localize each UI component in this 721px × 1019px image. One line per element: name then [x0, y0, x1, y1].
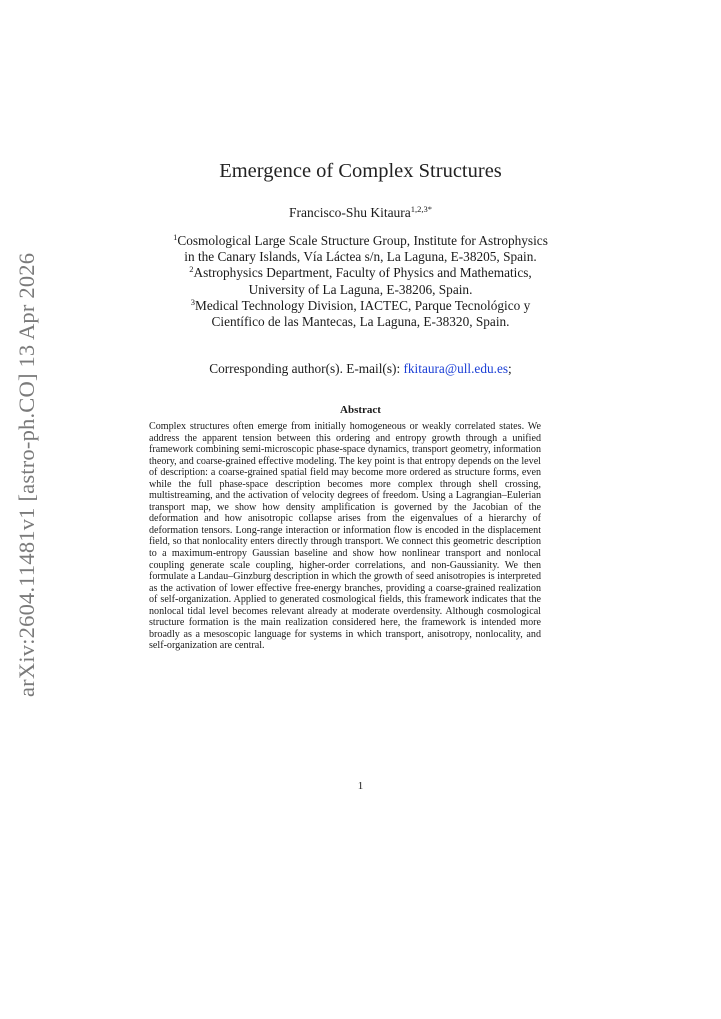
- author-line: [0, 205, 721, 221]
- corresponding-prefix: Corresponding author(s). E-mail(s):: [209, 361, 404, 376]
- affiliation-line: Astrophysics Department, Faculty of Physics and Mathematics,: [193, 265, 532, 281]
- affiliation-mark: 2: [189, 264, 194, 275]
- corresponding-author: [0, 361, 721, 377]
- author-name: Francisco-Shu Kitaura: [288, 205, 411, 220]
- affiliation-1: [0, 233, 721, 265]
- affiliations: [0, 233, 721, 330]
- affiliation-mark: 3: [190, 296, 196, 307]
- email-link[interactable]: fkitaura@ull.edu.es: [403, 361, 509, 376]
- affiliation-line: in the Canary Islands, Vía Láctea s/n, La Laguna, E-38205, Spain.: [184, 249, 537, 265]
- affiliation-3: [0, 298, 721, 330]
- affiliation-mark: 1: [173, 232, 178, 242]
- abstract-heading: Abstract: [340, 404, 381, 416]
- author-affiliation-marks: 1,2,3*: [410, 204, 433, 214]
- corresponding-suffix: ;: [508, 361, 512, 376]
- arxiv-identifier-stamp: arXiv:2604.11481v1 [astro-ph.CO] 13 Apr 2026: [14, 252, 39, 697]
- affiliation-line: Científico de las Mantecas, La Laguna, E-38320, Spain.: [211, 314, 510, 330]
- affiliation-line: University of La Laguna, E-38206, Spain.: [248, 281, 473, 297]
- affiliation-2: [0, 265, 721, 297]
- affiliation-line: Medical Technology Division, IACTEC, Parque Tecnológico y: [195, 297, 531, 313]
- affiliation-line: Cosmological Large Scale Structure Group, Institute for Astrophysics: [177, 233, 548, 248]
- page-number: 1: [357, 780, 364, 792]
- paper-title: Emergence of Complex Structures: [219, 160, 502, 182]
- abstract-text: Complex structures often emerge from initially homogeneous or weakly correlated states. We address the apparent tension between this ordering and entropy growth through a unified framework combining semi-microscopic phase-space dynamics, transport geometry, information theory, and coarse-grained effective modeling. The key point is that entropy depends on the level of description: a coarse-grained spatial field may become more ordered as structure forms, even while the full phase-space description becomes more complex through shell crossing, multistreaming, and the activation of velocity degrees of freedom. Using a Lagrangian–Eulerian transport map, we show how density amplification is governed by the Jacobian of the deformation and how anisotropic collapse arises from the eigenvalues of a hierarchy of deformation tensors. Long-range interaction or information flow is encoded in the displacement field, so that nonlocality enters directly through transport. We connect this geometric description to a maximum-entropy Gaussian baseline and show how nonlinear transport and nonlocal coupling generate scale coupling, higher-order correlations, and non-Gaussianity. We then formulate a Landau–Ginzburg description in which the growth of seed anisotropies is interpreted as the activation of lower effective free-energy branches, providing a coarse-grained realization of self-organization. Applied to generated cosmological fields, this framework indicates that the nonlocal tidal level becomes relevant already at moderate overdensity. Although cosmological structure formation is the main realization considered here, the framework is intended more broadly as a mesoscopic language for systems in which transport, anisotropy, nonlocality, and self-organization are central.: [149, 421, 541, 652]
